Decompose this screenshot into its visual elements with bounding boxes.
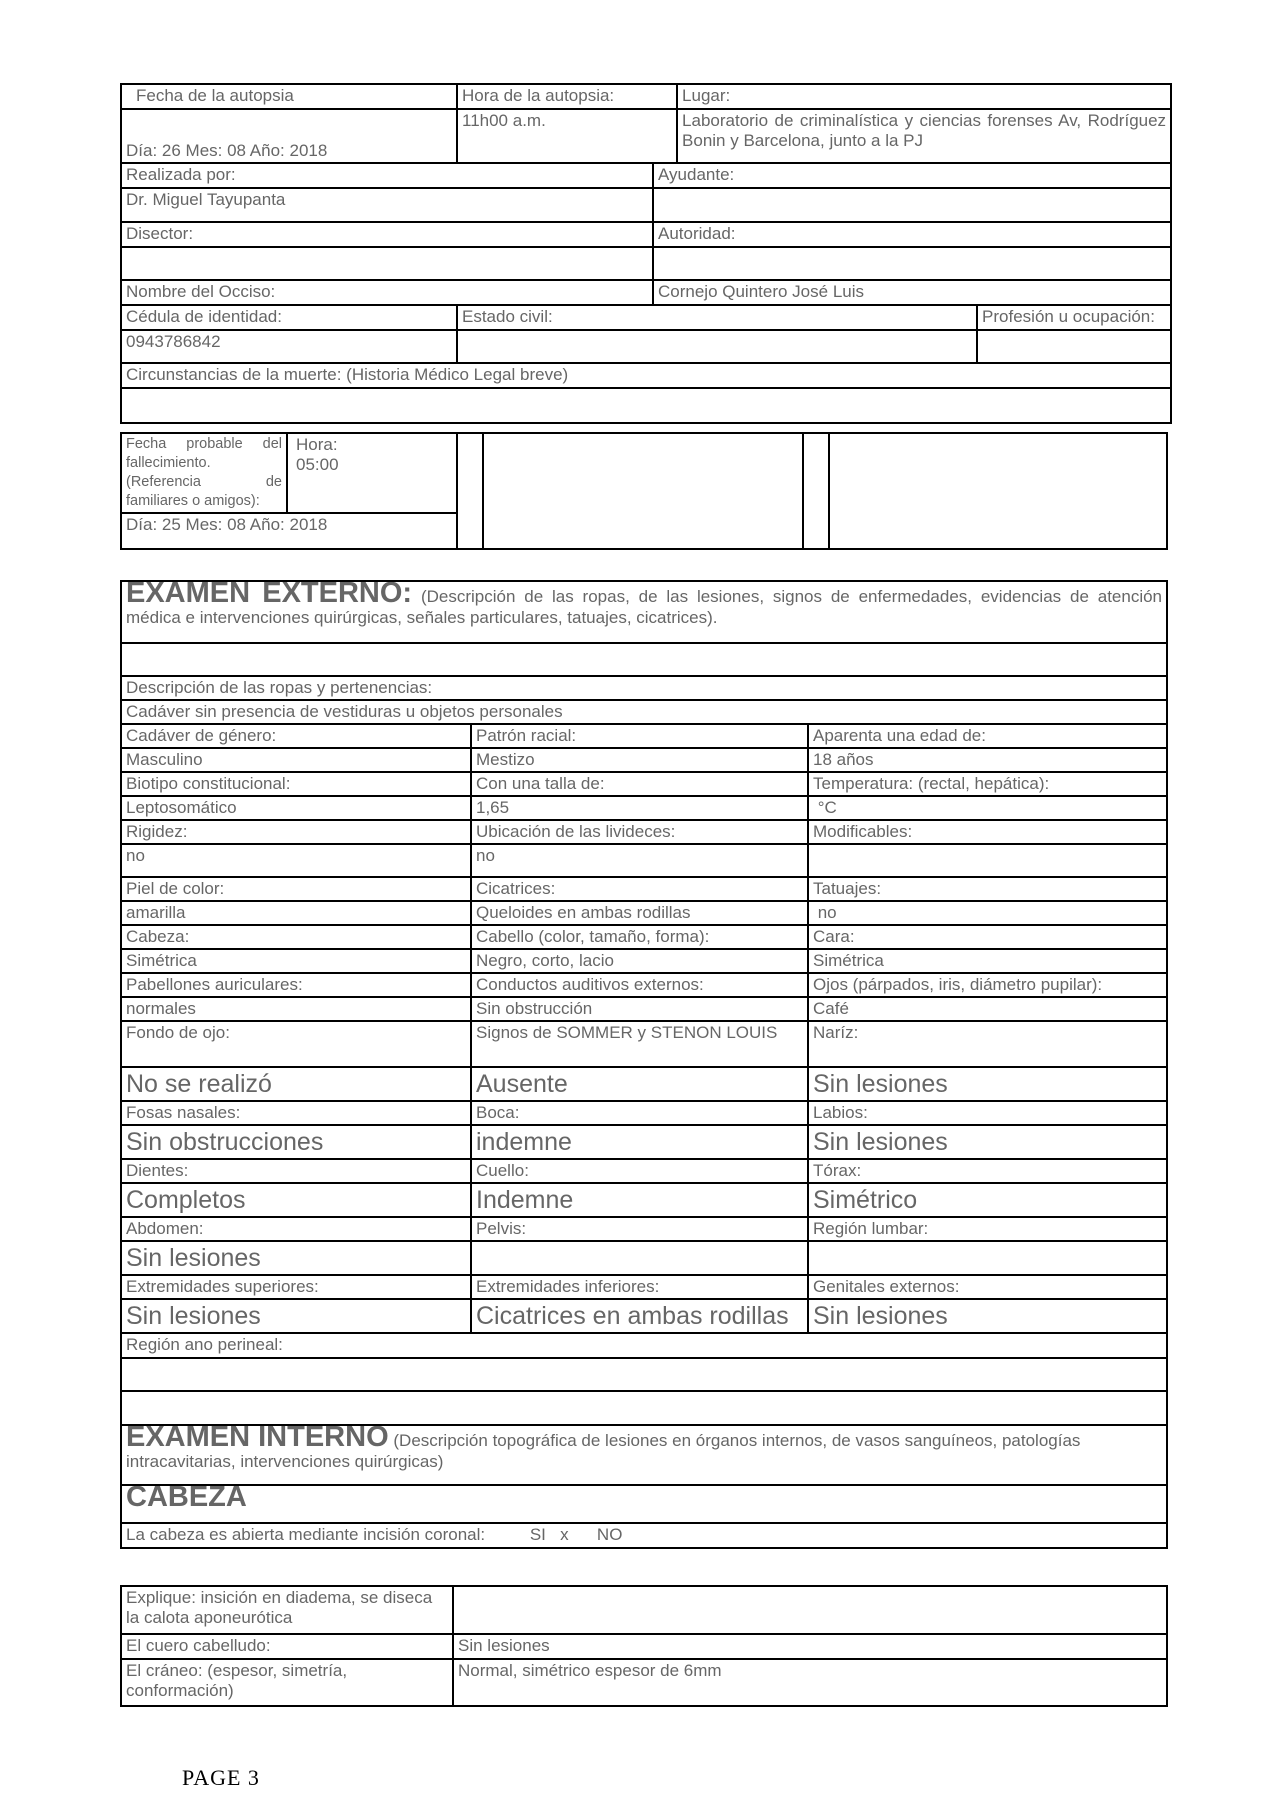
- hora-label: Hora:: [296, 435, 338, 454]
- ropas-label: Descripción de las ropas y pertenencias:: [121, 676, 1167, 700]
- cuero-value: Sin lesiones: [453, 1634, 1167, 1659]
- lugar-value: Laboratorio de criminalística y ciencias forenses Av, Rodríguez Bonin y Barcelona, junto a la PJ: [677, 109, 1171, 163]
- exam-field-value: Sin obstrucción: [471, 997, 808, 1021]
- cuero-label: El cuero cabelludo:: [121, 1634, 453, 1659]
- exam-field-label: Conductos auditivos externos:: [471, 973, 808, 997]
- exam-value-row: [121, 844, 1167, 877]
- exam-field-value: Simétrico: [808, 1183, 1167, 1217]
- exam-field-value: Negro, corto, lacio: [471, 949, 808, 973]
- blank-cell: [483, 433, 803, 549]
- fecha-fallecimiento-label: Fecha probable del fallecimiento. (Referencia de familiares o amigos):: [121, 433, 287, 513]
- examen-externo-table: [120, 580, 1168, 1549]
- examen-externo-rows: [121, 724, 1167, 1333]
- exam-field-label: Cicatrices:: [471, 877, 808, 901]
- disector-label: Disector:: [121, 222, 653, 247]
- exam-field-label: Tatuajes:: [808, 877, 1167, 901]
- lugar-label: Lugar:: [677, 84, 1171, 109]
- blank-cell: [803, 433, 829, 549]
- exam-value-row: [121, 748, 1167, 772]
- exam-label-row: [121, 1021, 1167, 1067]
- exam-value-row: [121, 901, 1167, 925]
- realizada-label: Realizada por:: [121, 163, 653, 188]
- autoridad-label: Autoridad:: [653, 222, 1171, 247]
- exam-field-label: Cuello:: [471, 1159, 808, 1183]
- exam-label-row: [121, 877, 1167, 901]
- exam-field-value: Queloides en ambas rodillas: [471, 901, 808, 925]
- exam-field-value: [471, 1241, 808, 1275]
- examen-interno-header: [121, 1425, 1167, 1485]
- exam-field-value: Sin lesiones: [121, 1241, 471, 1275]
- exam-field-label: Biotipo constitucional:: [121, 772, 471, 796]
- hora-cell: [287, 433, 457, 513]
- cabeza-table: [120, 1585, 1168, 1707]
- examen-interno-title: EXAMEN INTERNO: [126, 1425, 389, 1453]
- exam-field-value: Sin lesiones: [808, 1125, 1167, 1159]
- cedula-label: Cédula de identidad:: [121, 305, 457, 330]
- occiso-value: Cornejo Quintero José Luis: [653, 280, 1171, 305]
- realizada-value: Dr. Miguel Tayupanta: [121, 188, 653, 222]
- blank-cell: [829, 433, 1167, 549]
- exam-field-label: Pelvis:: [471, 1217, 808, 1241]
- exam-label-row: [121, 772, 1167, 796]
- circunstancias-label: Circunstancias de la muerte: (Historia Médico Legal breve): [121, 363, 1171, 388]
- examen-externo-header: [121, 581, 1167, 643]
- exam-field-label: Modificables:: [808, 820, 1167, 844]
- exam-value-row: [121, 1125, 1167, 1159]
- exam-field-value: Indemne: [471, 1183, 808, 1217]
- explique-value: [453, 1586, 1167, 1634]
- general-info-table: [120, 83, 1172, 424]
- exam-field-value: Mestizo: [471, 748, 808, 772]
- exam-field-label: Boca:: [471, 1101, 808, 1125]
- exam-field-label: Cadáver de género:: [121, 724, 471, 748]
- fecha-autopsia-value: Día: 26 Mes: 08 Año: 2018: [121, 109, 457, 163]
- circunstancias-value: [121, 388, 1171, 423]
- exam-value-row: [121, 1299, 1167, 1333]
- exam-field-label: Región lumbar:: [808, 1217, 1167, 1241]
- incision-label: La cabeza es abierta mediante incisión coronal:: [126, 1525, 486, 1544]
- exam-field-label: Piel de color:: [121, 877, 471, 901]
- blank-row: [121, 643, 1167, 676]
- exam-field-label: Abdomen:: [121, 1217, 471, 1241]
- fecha-fallecimiento-value: Día: 25 Mes: 08 Año: 2018: [121, 513, 457, 549]
- exam-label-row: [121, 724, 1167, 748]
- exam-field-value: no: [121, 844, 471, 877]
- exam-label-row: [121, 1217, 1167, 1241]
- profesion-label: Profesión u ocupación:: [977, 305, 1171, 330]
- exam-field-value: 18 años: [808, 748, 1167, 772]
- exam-value-row: [121, 1241, 1167, 1275]
- fallecimiento-table: [120, 432, 1168, 550]
- incision-row: [121, 1523, 1167, 1548]
- exam-field-value: Sin lesiones: [121, 1299, 471, 1333]
- exam-label-row: [121, 1101, 1167, 1125]
- exam-field-label: Ubicación de las livideces:: [471, 820, 808, 844]
- hora-autopsia-label: Hora de la autopsia:: [457, 84, 677, 109]
- exam-label-row: [121, 1275, 1167, 1299]
- exam-field-value: indemne: [471, 1125, 808, 1159]
- estado-civil-value: [457, 330, 977, 363]
- exam-field-value: no: [808, 901, 1167, 925]
- ano-perineal-value: [121, 1358, 1167, 1391]
- exam-label-row: [121, 925, 1167, 949]
- ano-perineal-label: Región ano perineal:: [121, 1333, 1167, 1358]
- exam-field-label: Extremidades inferiores:: [471, 1275, 808, 1299]
- exam-field-label: Ojos (párpados, iris, diámetro pupilar):: [808, 973, 1167, 997]
- cabeza-title: CABEZA: [121, 1485, 1167, 1523]
- fecha-autopsia-label: Fecha de la autopsia: [121, 84, 457, 109]
- disector-value: [121, 247, 653, 280]
- exam-field-label: Fondo de ojo:: [121, 1021, 471, 1067]
- exam-value-row: [121, 796, 1167, 820]
- exam-field-label: Cabello (color, tamaño, forma):: [471, 925, 808, 949]
- exam-value-row: [121, 1183, 1167, 1217]
- examen-interno-desc: (Descripción topográfica de lesiones en órganos internos, de vasos sanguíneos, patologías intracavitarias, intervenciones quirúrgicas): [126, 1431, 1081, 1471]
- exam-value-row: [121, 949, 1167, 973]
- craneo-label: El cráneo: (espesor, simetría, conformación): [121, 1659, 453, 1706]
- examen-externo-desc: (Descripción de las ropas, de las lesiones, signos de enfermedades, evidencias de atención médica e intervenciones quirúrgicas, señales particulares, tatuajes, cicatrices).: [126, 587, 1163, 627]
- exam-field-value: Simétrica: [121, 949, 471, 973]
- examen-externo-title: EXAMEN EXTERNO:: [126, 581, 413, 609]
- si-label: SI: [529, 1525, 546, 1544]
- exam-field-value: Ausente: [471, 1067, 808, 1101]
- craneo-value: Normal, simétrico espesor de 6mm: [453, 1659, 1167, 1706]
- exam-field-value: No se realizó: [121, 1067, 471, 1101]
- exam-field-label: Aparenta una edad de:: [808, 724, 1167, 748]
- exam-field-label: Cara:: [808, 925, 1167, 949]
- hora-value: 05:00: [296, 455, 339, 474]
- exam-field-label: Labios:: [808, 1101, 1167, 1125]
- exam-field-label: Fosas nasales:: [121, 1101, 471, 1125]
- exam-field-value: Sin obstrucciones: [121, 1125, 471, 1159]
- exam-field-value: normales: [121, 997, 471, 1021]
- exam-field-label: Tórax:: [808, 1159, 1167, 1183]
- exam-field-value: Sin lesiones: [808, 1067, 1167, 1101]
- ayudante-value: [653, 188, 1171, 222]
- exam-value-row: [121, 1067, 1167, 1101]
- no-label: NO: [596, 1525, 623, 1544]
- exam-field-value: Cicatrices en ambas rodillas: [471, 1299, 808, 1333]
- si-mark: x: [560, 1525, 569, 1544]
- autoridad-value: [653, 247, 1171, 280]
- occiso-label: Nombre del Occiso:: [121, 280, 653, 305]
- estado-civil-label: Estado civil:: [457, 305, 977, 330]
- exam-field-value: amarilla: [121, 901, 471, 925]
- exam-label-row: [121, 973, 1167, 997]
- exam-field-label: Temperatura: (rectal, hepática):: [808, 772, 1167, 796]
- exam-field-label: Extremidades superiores:: [121, 1275, 471, 1299]
- explique-label: Explique: insición en diadema, se diseca la calota aponeurótica: [121, 1586, 453, 1634]
- profesion-value: [977, 330, 1171, 363]
- blank-row: [121, 1391, 1167, 1425]
- exam-field-label: Con una talla de:: [471, 772, 808, 796]
- exam-field-value: no: [471, 844, 808, 877]
- exam-field-value: [808, 844, 1167, 877]
- exam-label-row: [121, 820, 1167, 844]
- exam-field-value: [808, 1241, 1167, 1275]
- exam-field-value: Simétrica: [808, 949, 1167, 973]
- exam-field-value: Café: [808, 997, 1167, 1021]
- exam-field-label: Dientes:: [121, 1159, 471, 1183]
- blank-cell: [457, 433, 483, 549]
- exam-field-label: Signos de SOMMER y STENON LOUIS: [471, 1021, 808, 1067]
- exam-field-label: Cabeza:: [121, 925, 471, 949]
- exam-field-label: Genitales externos:: [808, 1275, 1167, 1299]
- exam-field-value: Masculino: [121, 748, 471, 772]
- exam-field-value: °C: [808, 796, 1167, 820]
- exam-field-value: Leptosomático: [121, 796, 471, 820]
- hora-autopsia-value: 11h00 a.m.: [457, 109, 677, 163]
- exam-field-label: Rigidez:: [121, 820, 471, 844]
- exam-field-value: 1,65: [471, 796, 808, 820]
- exam-field-label: Naríz:: [808, 1021, 1167, 1067]
- ayudante-label: Ayudante:: [653, 163, 1171, 188]
- exam-value-row: [121, 997, 1167, 1021]
- exam-field-value: Sin lesiones: [808, 1299, 1167, 1333]
- exam-field-label: Pabellones auriculares:: [121, 973, 471, 997]
- cedula-value: 0943786842: [121, 330, 457, 363]
- exam-field-label: Patrón racial:: [471, 724, 808, 748]
- page-number: PAGE 3: [182, 1765, 260, 1790]
- exam-field-value: Completos: [121, 1183, 471, 1217]
- exam-label-row: [121, 1159, 1167, 1183]
- ropas-value: Cadáver sin presencia de vestiduras u objetos personales: [121, 700, 1167, 724]
